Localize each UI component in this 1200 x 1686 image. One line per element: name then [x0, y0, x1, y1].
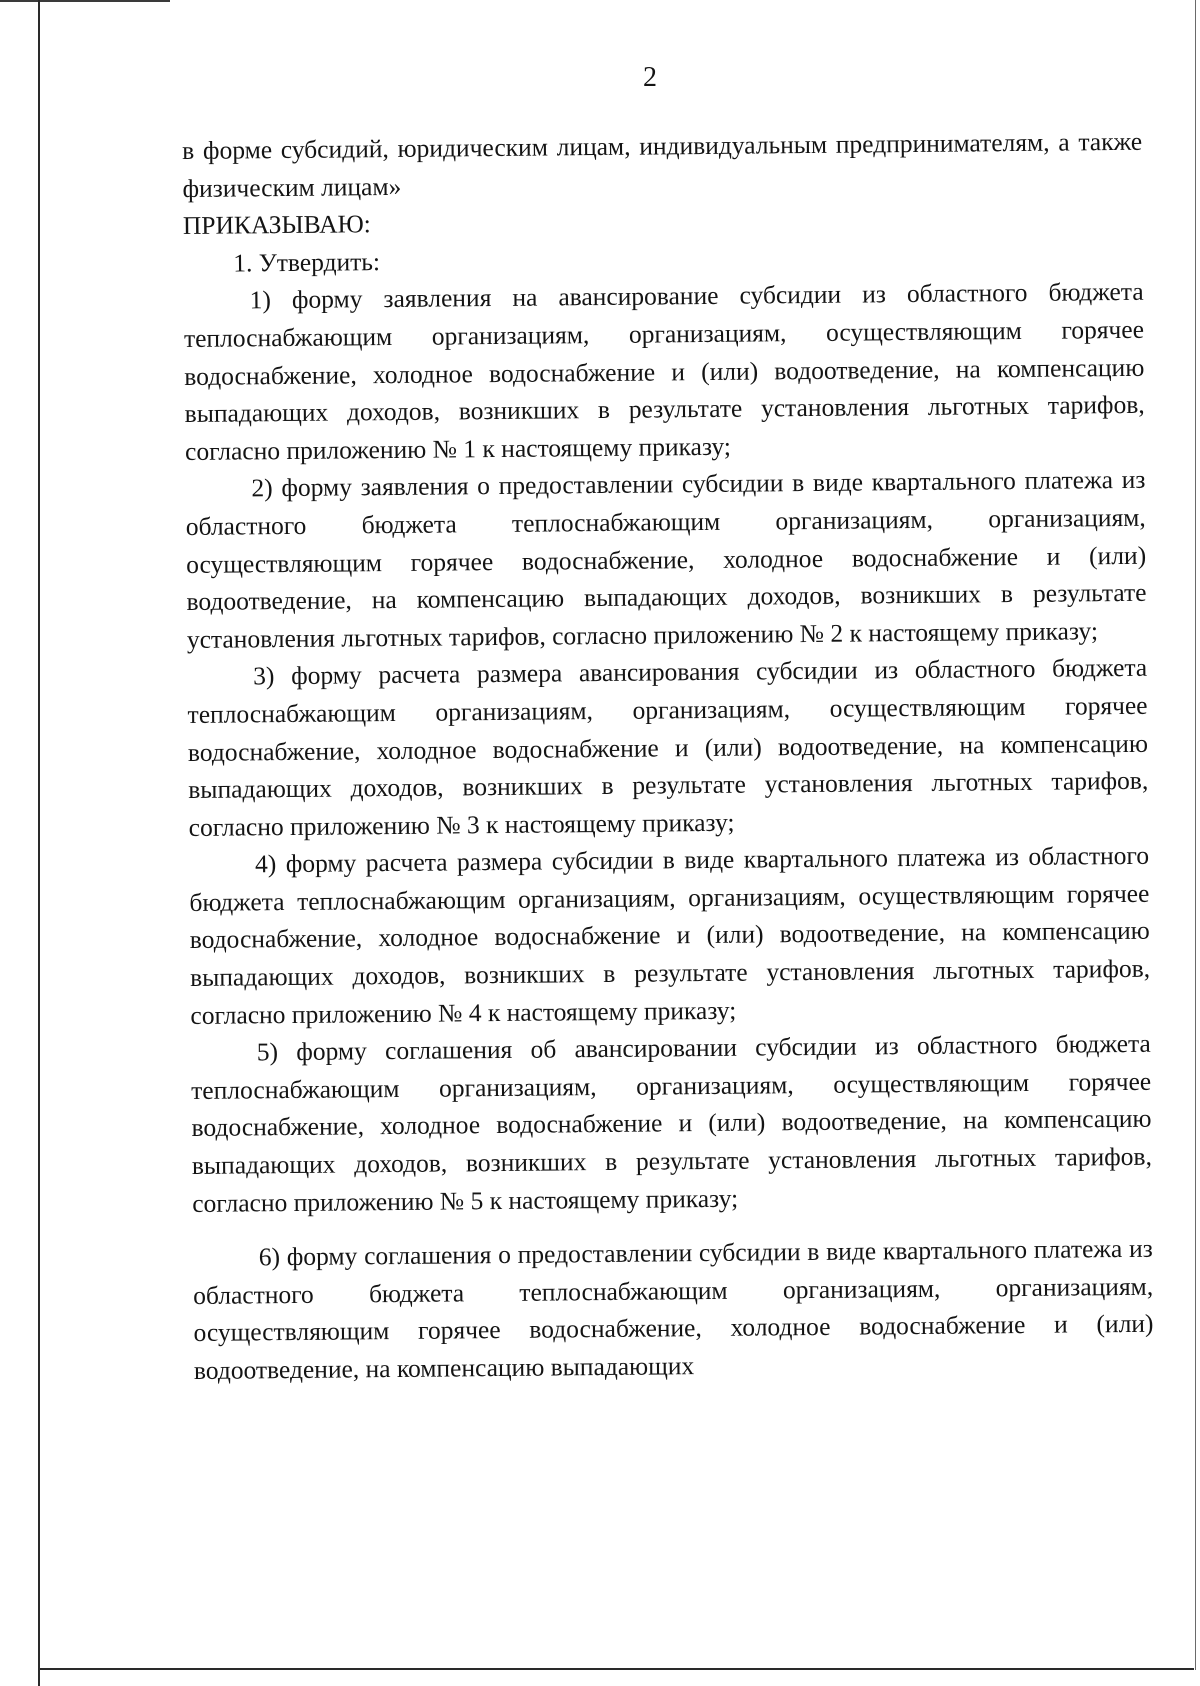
document-body	[182, 123, 1154, 1390]
scan-bottom-edge	[38, 1668, 1194, 1670]
intro-paragraph: в форме субсидий, юридическим лицам, индивидуальным предпринимателям, а также физическим лицам»	[182, 126, 1143, 203]
item-3: 3) форму расчета размера авансирования субсидии из областного бюджета теплоснабжающим организациям, организациям, осуществляющим горячее водоснабжение, холодное водоснабжение и (или) водоотведение, на компенсацию выпадающих доходов, возникших в результате установления льготных тарифов, согласно приложению № 3 к настоящему приказу;	[187, 653, 1149, 842]
scan-right-edge	[1195, 0, 1196, 1670]
item-5: 5) форму соглашения об авансировании субсидии из областного бюджета теплоснабжающим организациям, организациям, осуществляющим горячее водоснабжение, холодное водоснабжение и (или) водоотведение, на компенсацию выпадающих доходов, возникших в результате установления льготных тарифов, согласно приложению № 5 к настоящему приказу;	[191, 1028, 1153, 1218]
item-2: 2) форму заявления о предоставлении субсидии в виде квартального платежа из областного бюджета теплоснабжающим организациям, организациям, осуществляющим горячее водоснабжение, холодное водоснабжение и (или) водоотведение, на компенсацию выпадающих доходов, возникших в результате установления льготных тарифов, согласно приложению № 2 к настоящему приказу;	[185, 465, 1147, 654]
item-4: 4) форму расчета размера субсидии в виде квартального платежа из областного бюджета теплоснабжающим организациям, организациям, осуществляющим горячее водоснабжение, холодное водоснабжение и (или) водоотведение, на компенсацию выпадающих доходов, возникших в результате установления льготных тарифов, согласно приложению № 4 к настоящему приказу;	[189, 841, 1151, 1030]
item-1: 1) форму заявления на авансирование субсидии из областного бюджета теплоснабжающим организациям, организациям, осуществляющим горячее водоснабжение, холодное водоснабжение и (или) водоотведение, на компенсацию выпадающих доходов, возникших в результате установления льготных тарифов, согласно приложению № 1 к настоящему приказу;	[183, 277, 1145, 466]
item-6: 6) форму соглашения о предоставлении субсидии в виде квартального платежа из областного бюджета теплоснабжающим организациям, организациям, осуществляющим горячее водоснабжение, холодное водоснабжение и (или) водоотведение, на компенсацию выпадающих	[193, 1233, 1154, 1385]
page-number: 2	[643, 62, 657, 93]
order-heading: ПРИКАЗЫВАЮ:	[182, 209, 371, 241]
approve-clause: 1. Утвердить:	[233, 246, 381, 278]
